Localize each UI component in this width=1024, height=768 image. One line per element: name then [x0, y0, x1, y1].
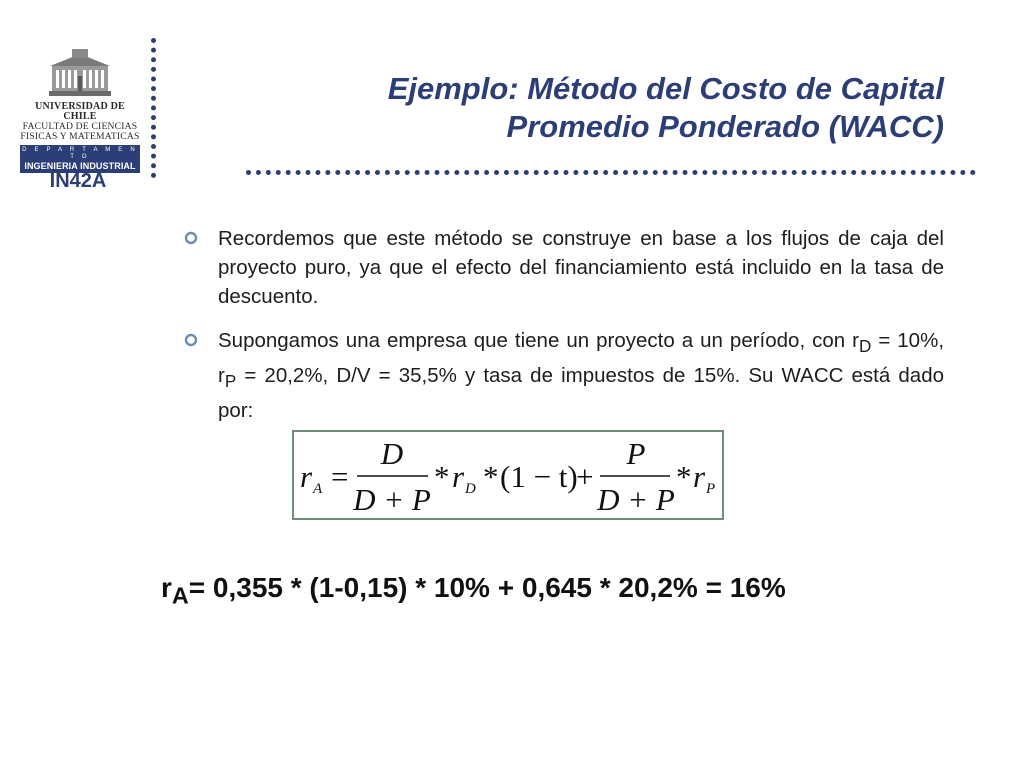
university-name: UNIVERSIDAD DE CHILE — [35, 101, 125, 122]
department-label: D E P A R T A M E N T O — [22, 147, 138, 160]
formula-frac2-num: P — [626, 436, 646, 471]
faculty-line-2: FISICAS Y MATEMATICAS — [20, 131, 140, 142]
slide-title-line-2: Promedio Ponderado (WACC) — [506, 109, 944, 144]
formula-star-3: * — [676, 459, 692, 494]
bullet-text-part: Supongamos una empresa que tiene un proyecto a un período, con r — [218, 329, 859, 352]
bullet-item-example — [218, 326, 944, 425]
horizontal-dotted-divider — [246, 170, 976, 175]
bullet-item-method — [218, 224, 944, 311]
formula-r-d: r — [452, 459, 465, 494]
formula-plus: + — [576, 459, 594, 494]
formula-r-p: r — [693, 459, 706, 494]
formula-paren: (1 − t) — [500, 459, 578, 494]
formula-equals: = — [331, 459, 349, 494]
bullet-text: Recordemos que este método se construye en base a los flujos de caja del proyecto puro, ya que el efecto del financiamiento está incluido en la tasa de descuento. — [218, 227, 944, 308]
formula-r: r — [300, 459, 313, 494]
result-r: r — [161, 572, 172, 603]
formula-sub-a: A — [313, 481, 323, 497]
formula-star-2: * — [483, 459, 499, 494]
subscript-d: D — [859, 337, 872, 357]
result-expression: = 0,355 * (1-0,15) * 10% + 0,645 * 20,2% = 16% — [188, 572, 786, 603]
formula-star-1: * — [434, 459, 450, 494]
university-building-icon — [47, 48, 113, 98]
slide-title-line-1: Ejemplo: Método del Costo de Capital — [387, 71, 944, 106]
university-logo — [20, 48, 140, 173]
course-code: IN42A — [49, 170, 107, 192]
bullet-text-part: = 20,2%, D/V = 35,5% y tasa de impuestos de 15%. Su WACC está dado por: — [218, 364, 944, 423]
formula-sub-d: D — [465, 481, 476, 497]
formula-frac1-den: D + P — [353, 482, 431, 517]
department-band — [20, 145, 140, 173]
faculty-line-1: FACULTAD DE CIENCIAS — [22, 121, 138, 132]
vertical-dotted-divider — [151, 38, 156, 178]
bullet-text-part: = 10%, r — [218, 329, 945, 388]
department-name: INGENIERIA INDUSTRIAL — [24, 161, 136, 171]
formula-frac2-den: D + P — [597, 482, 675, 517]
subscript-p: P — [224, 372, 237, 392]
bullet-ring-icon — [184, 231, 198, 245]
wacc-formula-box — [292, 430, 724, 520]
slide-title — [388, 70, 944, 146]
bullet-ring-icon — [184, 333, 198, 347]
formula-frac1-num: D — [380, 436, 404, 471]
result-sub-a: A — [171, 582, 189, 609]
wacc-result — [161, 572, 786, 610]
formula-sub-p: P — [706, 481, 716, 497]
